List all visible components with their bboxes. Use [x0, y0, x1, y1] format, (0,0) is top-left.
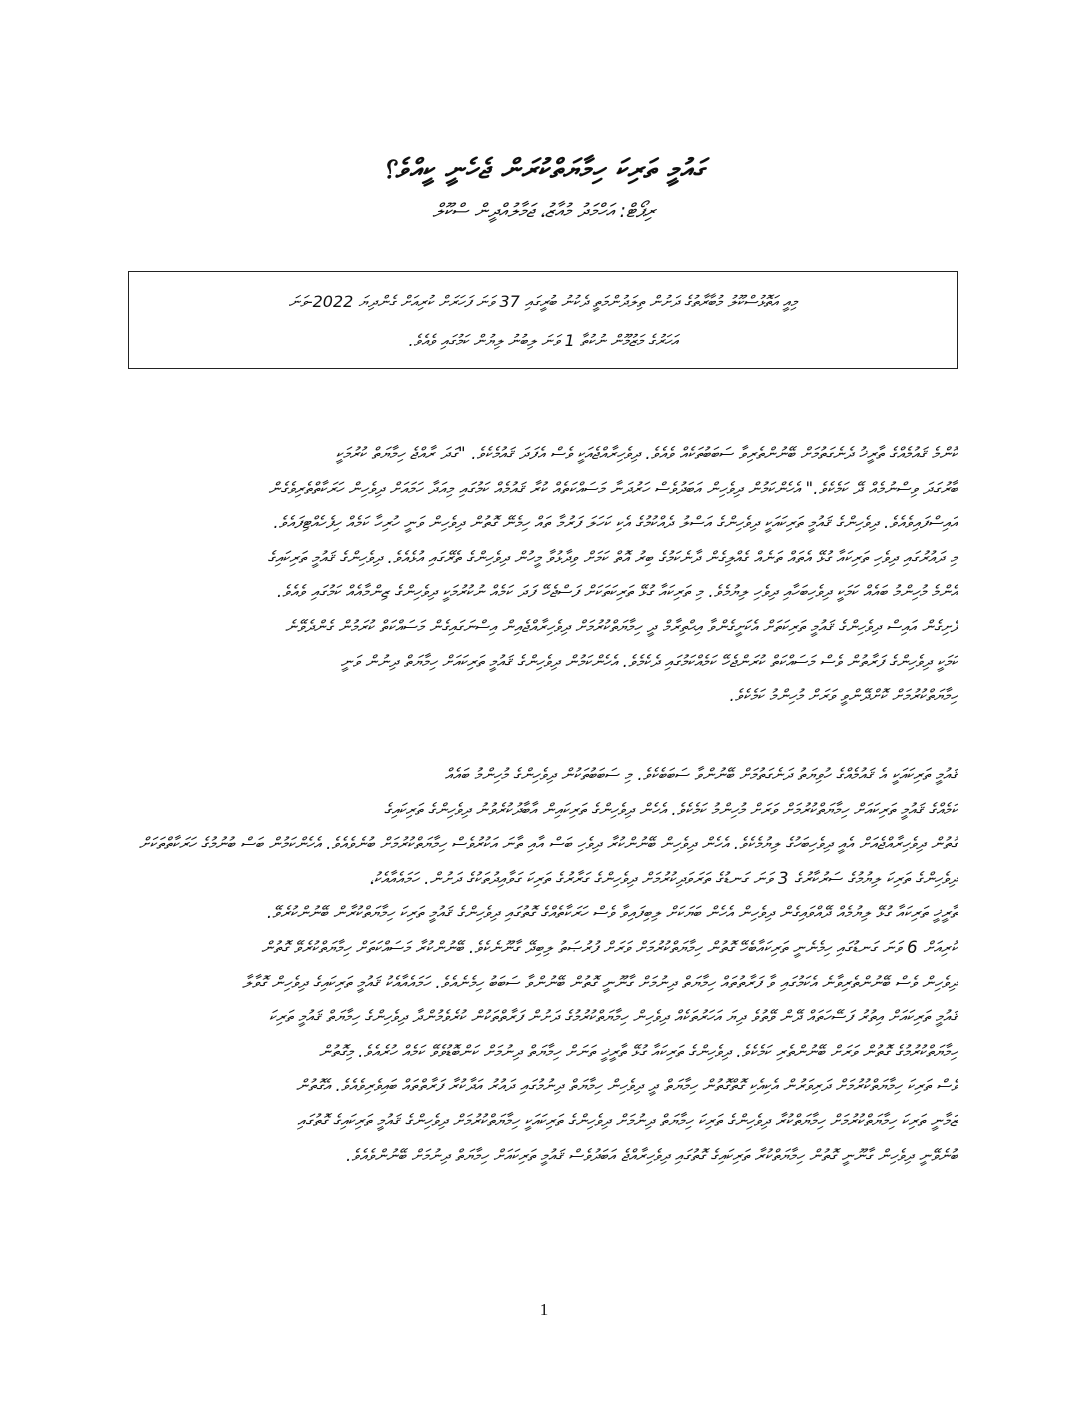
text-line: އެންމެ މުހިންމު ބައެއް ކަމަކީ ދިވެހިބަހާއި ދިވެހި ލިޔުމެވެ. މި ތަރިކައާ ގުޅޭ ތަރިކަތަކަށް ފަސްޖެހޭ ފަދަ ކަމެއް ނުކުރުމަކީ ދިވެހިންގެ ޒިންމާއެއް ކަމުގައި ވެއެވެ.	[276, 582, 958, 602]
text-line: ކޮންމެ ޤައުމެއްގެ ތާރީޚު ދެނެގަތުމަށް ބޭނުންތެރިވާ ސަބަބުތަކެއް ވެއެވެ. ދިވެހިރާއްޖެއަކީ ވެސް އެފަދަ ޤައުމެކެވެ. "ގަދަ ރާއްޖެ ހިމާޔަތް ކުރުމަކީ	[335, 444, 958, 463]
text-line: ގޮތުން ދިވެހިރާއްޖެއަށް އެއީ ދިވެހިބަހުގެ ލިޔުމެކެވެ. އެހެން ދިވެހިން ބޭނުންކުރާ ދިވެހި ބަސް އާއި ތާނަ އަކުރުވެސް ހިމާޔަތްކުރުމަށް ބުނެވެއެވެ. އެހެންކަމުން ބަސް ބުނުމުގެ ހަރަކާތްތަކަށް	[138, 834, 958, 854]
author-line: ރިޕޯޓް: އަހްމަދު މުއާޒު، ޖަމާލުއްދީން ސްކޫލް	[432, 200, 656, 222]
text-line: ބާރުގަދަ ވިސްނުމެއް ދޭ ކަމެކެވެ." އެހެންކަމުން ދިވެހިން އަބަދުވެސް ހަރުދަނާ މަސައްކަތެއް ކުރާ ޤައުމެއް ކަމުގައި މިއަދާ ހަމައަށް ދިވެހިން ހަރަކާތްތެރިވެގެން	[268, 478, 958, 498]
note-box	[128, 271, 958, 369]
text-line: ދިވެހިންގެ ތަރިކަ ލިޔުމުގެ ސަރުކާރުގެ 3 ވަނަ ގަނޑުގެ ތަރަވަދިކުރުމަށް ދިވެހިންގެ ގަރާރުގެ ތަރިކަ ގަވާއިދުތަކުގެ ދަށުން. ހަމައެއާއެކު،	[369, 868, 958, 888]
note-line: މިއީ އަތޮޅުސްކޫލު މުބާރާތުގެ ދަށުން ތިލަދުންމަތީ ދެކުނު ބުރީގައި 37 ވަނަ ފަހަރަށް ކުރިއަށް ގެންދިޔަ 2022-ވަނަ	[288, 292, 798, 311]
page-number: 1	[539, 1300, 549, 1319]
text-line: ބުނެވޭނީ ދިވެހިން ގާނޫނީ ގޮތުން ހިމާޔަތްކުރާ ތަރިކައިގެ ގޮތުގައި ދިވެހިރާއްޖެ އަބަދުވެސް ޤައުމީ ތަރިކައަށް ހިމާޔަތް ދިނުމަށް ބޭނުންވެއެވެ.	[346, 1145, 958, 1165]
note-line: އަހަރުގެ މަޒުމޫން ނުކުތާ 1 ވަނަ ލިބުނު ލިޔުން ކަމުގައި ވެއެވެ.	[408, 331, 678, 350]
text-line: މި ދައުރުގައި ދިވެހި ތަރިކައާ ގުޅޭ އެތައް ތަނެއް ގެއްލިގެން ދާނެކަމުގެ ބިރު އޮތް ކަމަށް ވިދާޅުވާ މީހުން ދިވެހިންގެ ތެރޭގައި އުޅެއެވެ. ދިވެހިންގެ ޤައުމީ ތަރިކައިގެ	[267, 547, 958, 567]
text-line: ހިމާޔަތްކުރުމަށް ކޮށްދޭންވީ ވަރަށް މުހިންމު ކަމެކެވެ.	[729, 686, 958, 706]
text-line: ދިވެހިން ވެސް ބޭނުންތެރިވާނެ އެކަމުގައި ވާ ފަރާތުތައް ހިމާޔަތް ދިނުމަށް ގާނޫނީ ގޮތުން ބޭނުންވާ ސަބަބު ހިމެނެއެވެ. ހަމައެއާއެކު ޤައުމީ ތަރިކައިގެ ދިވެހިން ގޮވާލާ	[242, 972, 958, 992]
text-line: ޤައުމީ ތަރިކައަށް އިތުރު ފަސޭހަތައް ދޭން ވޭތުވެ ދިޔަ އަހަރުތަކެއް ދިވެހިން ހިމާޔަތްކުރުމުގެ ދަށުން ފަރާތްތަކުން ކުރެވެމުންދާ ދިވެހިންގެ ހިމާޔަތް ޤައުމީ ތަރިކަ	[268, 1007, 958, 1027]
text-line: ވެސް ތަރިކަ ހިމާޔަތްކުރުމަށް ދަރިވަރުން އެކިއެކި ގޮތްގޮތުން ހިމާޔަތް ދީ ދިވެހިން ހިމާޔަތް ދިނުމުގައި ދައުރު އަދާކުރާ ފަރާތްތައް ބައިވެރިވެއެވެ. އެގޮތުން	[295, 1076, 958, 1096]
text-line: ފެށިގެން އައިސް ދިވެހިންގެ ޤައުމީ ތަރިކަތަށް އެކަށީގެންވާ އިޙްތިރާމް ދީ ހިމާޔަތްކުރުމަށް ދިވެހިރާއްޖެއިން އިސްނަގައިގެން މަސައްކަތް ކުރަމުން ގެންދެވޭނެ	[285, 616, 958, 636]
text-line: ޤައުމީ ތަރިކައަކީ އެ ޤައުމެއްގެ ހުވިޔަތު ދަނެގަތުމަށް ބޭނުންވާ ސަބަބެކެވެ. މި ސަބަބުތަކުން ދިވެހިންގެ މުހިންމު ބައެއް	[444, 765, 958, 784]
text-line: ކުރިއަށް 6 ވަނަ ގަނޑުގައި ހިމެނެނީ ތަރިކައާބެހޭ ގޮތުން ހިމާޔަތްކުރުމަށް ވަރަށް ފުރުޞަތު ލިބިދޭ ގާނޫނެކެވެ. ބޭނުންކުރާ މަސައްކަތަށް ހިމާޔަތްކުރެވޭ ގޮތުން	[261, 937, 958, 957]
text-line: ހިމާޔަތްކުރުމުގެ ގޮތުން ވަރަށް ބޭނުންތެރި ކަމެކެވެ. ދިވެހިންގެ ތަރިކައާ ގުޅޭ ތާރީޚީ ތަނަށް ހިމާޔަތް ދިނުމަށް ކަންބޮޑުވެވޭ ކަމެއް ހުރެއެވެ. މިގޮތުން	[318, 1041, 958, 1061]
document-title: ގައުމީ ތަރިކަ ހިމާޔަތްކުރަން ޖެހެނީ ކީއްވެ؟	[382, 154, 706, 186]
paragraph-2	[128, 758, 958, 1173]
text-line: ތާރީޚީ ތަރިކައާ ގުޅޭ ލިޔުމެއް ދޭއްވައިގެން ދިވެހިން އެހެން ބަޔަކަށް ލިބިފައިވާ ވެސް ހަރަކާތެއްގެ ގޮތުގައި ދިވެހިންގެ ޤައުމީ ތަރިކަ ހިމާޔަތްކުރާން ބޭނުންކުރެވޭ.	[266, 903, 958, 923]
text-line: ކަމަކީ ދިވެހިންގެ ފަރާތުން ވެސް މަސައްކަތް ކުރަންޖެހޭ ކަމެއްކަމުގައި ދެކެމެވެ. އެހެންކަމުން ދިވެހިންގެ ޤައުމީ ތަރިކައަށް ހިމާޔަތް ދިނުން ވަނީ	[340, 651, 958, 671]
paragraph-1	[128, 437, 958, 714]
text-line: ކަމެއްގެ ޤައުމީ ތަރިކައަށް ހިމާޔަތްކުރުމަށް ވަރަށް މުހިންމު ކަމެކެވެ. އެހެން ދިވެހިންގެ ތަރިކައިން އާބާދުކުރެވުނު ދިވެހިންގެ ތަރިކައިގެ	[383, 799, 958, 819]
text-line: ޒަމާނީ ތަރިކަ ހިމާޔަތްކުރުމަށް ހިމާޔަތްކުރާ ދިވެހިންގެ ތަރިކަ ހިމާޔަތް ދިނުމަށް ދިވެހިންގެ ތަރިކައަކީ ހިމާޔަތްކުރުމަށް ދިވެހިންގެ ޤައުމީ ތަރިކައިގެ ގޮތުގައި	[297, 1110, 958, 1130]
text-line: އައިސްފައިވެއެވެ. ދިވެހިންގެ ޤައުމީ ތަރިކައަކީ ދިވެހިންގެ އަސްލު ދެއްކުމުގެ އެކި ކަހަލަ ފަރުމާ ތައް ހިމެނޭ ގޮތުން ދިވެހިން ވަނީ ހުރިހާ ކަމެއް ހިފެހެއްޓިފައެވެ.	[273, 513, 958, 533]
